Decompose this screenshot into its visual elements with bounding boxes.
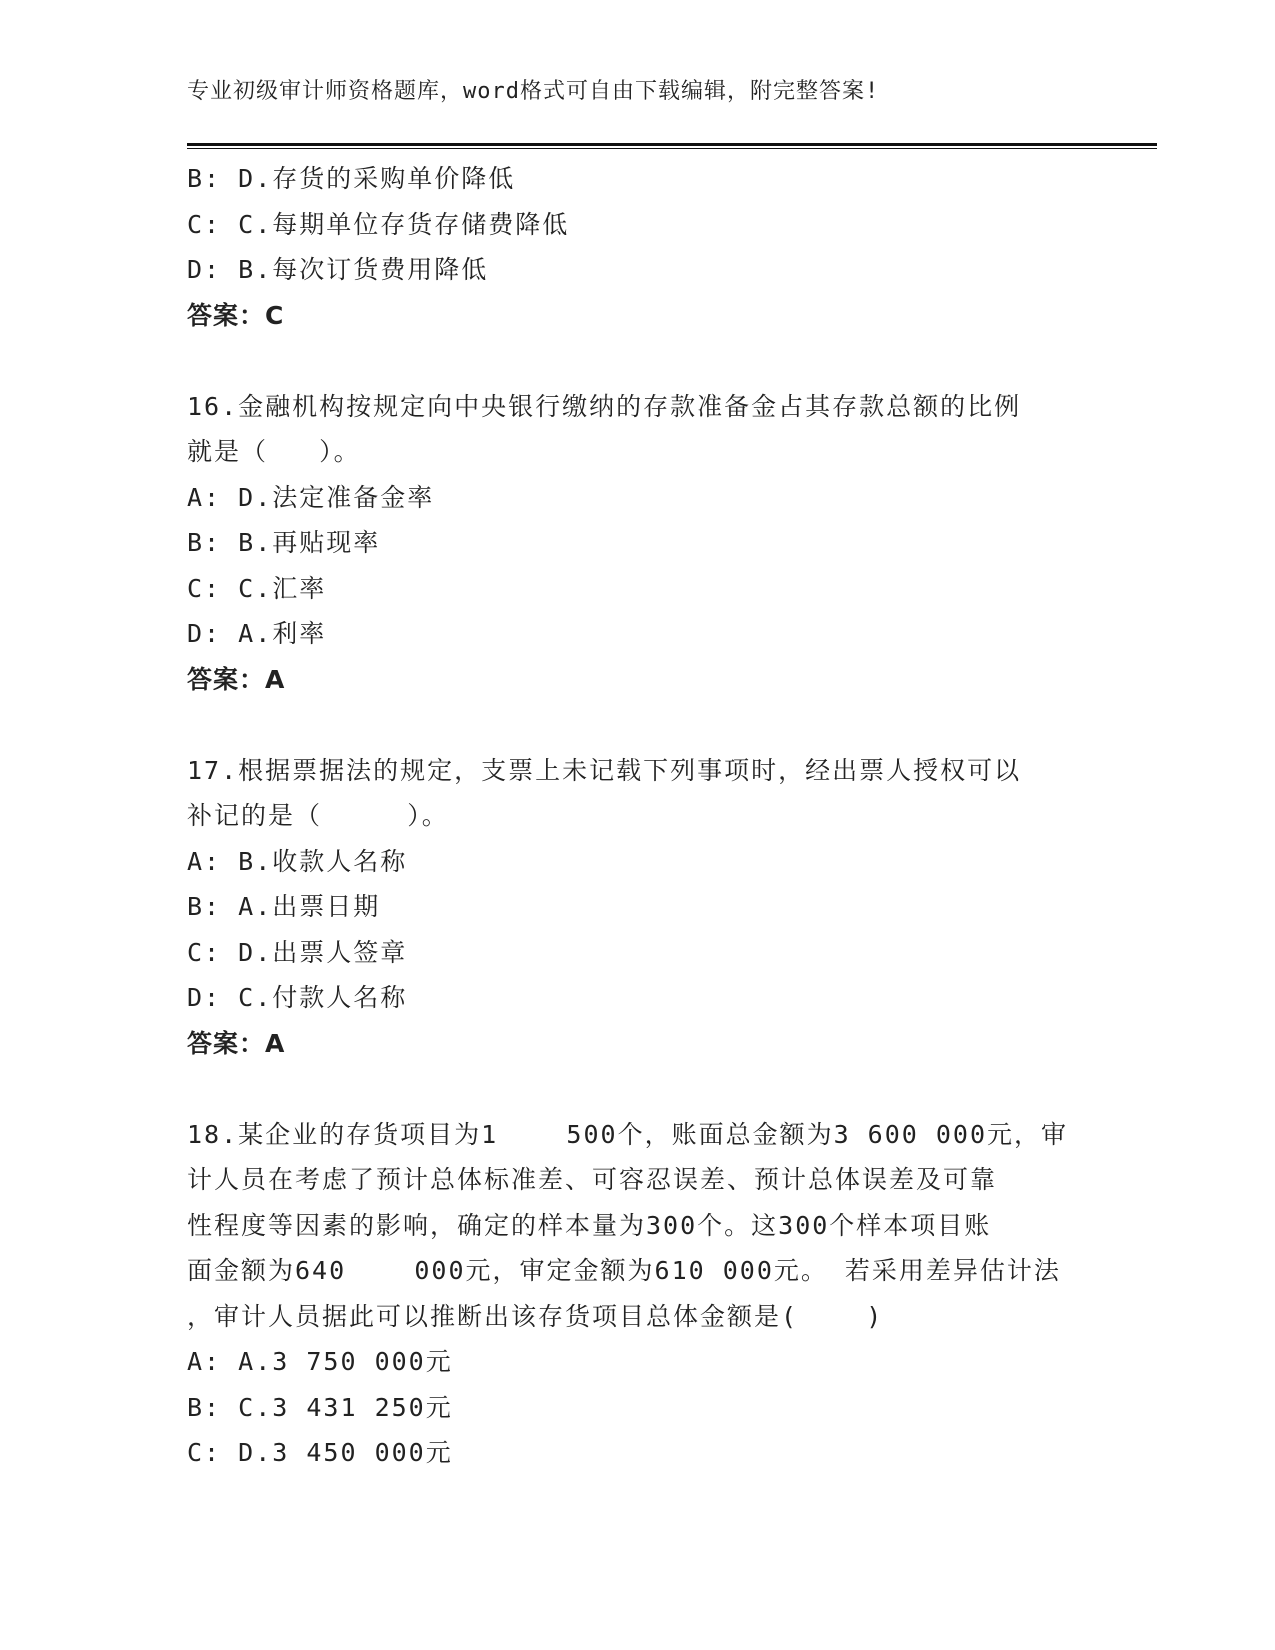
page-header: 专业初级审计师资格题库，word格式可自由下载编辑，附完整答案! — [187, 79, 880, 104]
question-text-line: 面金额为640 000元，审定金额为610 000元。 若采用差异估计法 — [187, 1256, 1061, 1285]
question-text-line: 就是（ ）。 — [187, 437, 361, 466]
question-text-line: 16.金融机构按规定向中央银行缴纳的存款准备金占其存款总额的比例 — [187, 391, 1022, 421]
option-line: D: C.付款人名称 — [187, 983, 408, 1012]
option-line: C: C.汇率 — [187, 573, 327, 603]
question-block-16 — [187, 384, 1087, 703]
question-text-line: 计人员在考虑了预计总体标准差、可容忍误差、预计总体误差及可靠 — [187, 1165, 998, 1194]
option-line: A: D.法定准备金率 — [187, 482, 435, 512]
answer-line: 答案：C — [187, 300, 285, 330]
block-spacer — [187, 702, 1087, 748]
option-line: B: A.出票日期 — [187, 892, 381, 921]
block-spacer — [187, 1066, 1087, 1112]
option-line: D: B.每次订货费用降低 — [187, 255, 489, 284]
question-text-line: ，审计人员据此可以推断出该存货项目总体金额是( ) — [187, 1301, 884, 1331]
answer-line: 答案：A — [187, 664, 286, 694]
option-line: D: A.利率 — [187, 619, 327, 648]
option-line: B: B.再贴现率 — [187, 528, 381, 557]
option-line: C: D.出票人签章 — [187, 937, 408, 967]
question-text-line: 性程度等因素的影响，确定的样本量为300个。这300个样本项目账 — [187, 1210, 992, 1240]
answer-line: 答案：A — [187, 1028, 286, 1058]
question-text-line: 17.根据票据法的规定，支票上未记载下列事项时，经出票人授权可以 — [187, 755, 1022, 785]
question-block-17 — [187, 748, 1087, 1067]
header-rule-thin — [187, 148, 1157, 149]
option-line: A: B.收款人名称 — [187, 846, 408, 876]
option-line: B: C.3 431 250元 — [187, 1392, 453, 1422]
option-line: C: D.3 450 000元 — [187, 1438, 453, 1467]
question-text-line: 补记的是（ ）。 — [187, 801, 449, 830]
header-rule-thick — [187, 143, 1157, 146]
option-line: A: A.3 750 000元 — [187, 1347, 453, 1376]
question-text-line: 18.某企业的存货项目为1 500个，账面总金额为3 600 000元，审 — [187, 1119, 1069, 1149]
option-line: C: C.每期单位存货存储费降低 — [187, 209, 570, 239]
block-spacer — [187, 338, 1087, 384]
question-block-18 — [187, 1112, 1087, 1476]
option-line: B: D.存货的采购单价降低 — [187, 164, 516, 193]
question-block-15 — [187, 156, 1087, 338]
question-content — [187, 156, 1087, 1476]
